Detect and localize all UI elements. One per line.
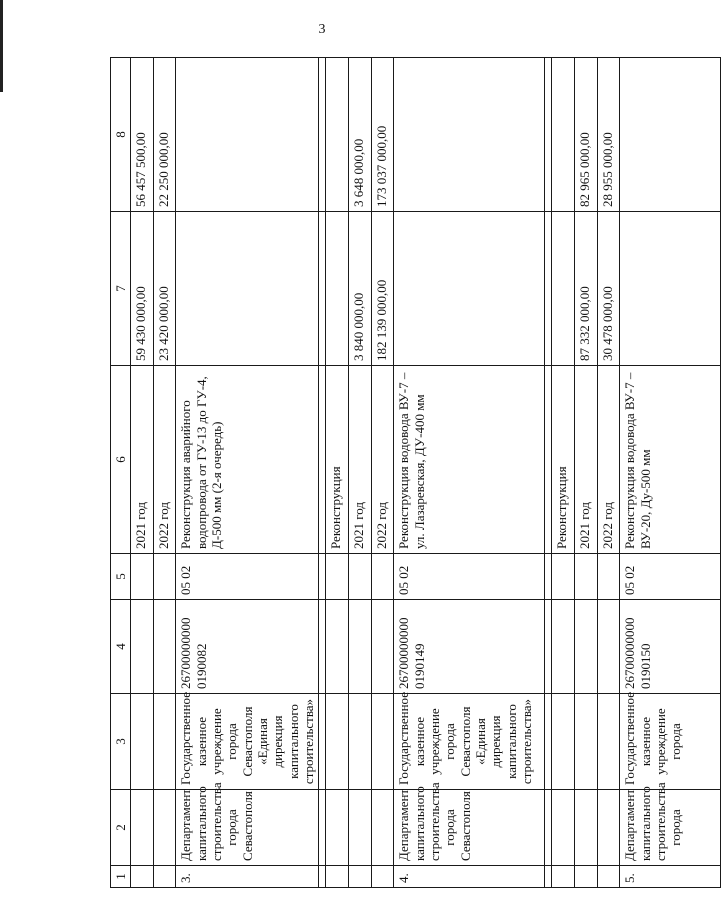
- table-cell: [154, 694, 176, 790]
- table-cell: [545, 790, 552, 866]
- amount-cell: 3 840 000,00: [349, 212, 372, 366]
- table-cell: [545, 58, 552, 212]
- row-number: 5.: [620, 866, 721, 888]
- table-cell: [319, 212, 326, 366]
- table-cell: [394, 58, 545, 212]
- header-cell: 1: [111, 866, 131, 888]
- amount-cell: 28 955 000,00: [598, 58, 620, 212]
- amount-cell: 23 420 000,00: [154, 212, 176, 366]
- table-cell: [552, 58, 575, 212]
- budget-code-cell: 26700000000 0190149: [394, 600, 545, 694]
- table-row: [349, 58, 372, 888]
- table-cell: [620, 58, 721, 212]
- table-cell: [552, 554, 575, 600]
- year-label: 2021 год: [131, 366, 154, 554]
- table-cell: [372, 790, 394, 866]
- row-number: 3.: [176, 866, 319, 888]
- year-label: 2021 год: [575, 366, 598, 554]
- table-cell: [154, 790, 176, 866]
- table-cell: [552, 866, 575, 888]
- table-cell: [326, 554, 349, 600]
- table-cell: [176, 58, 319, 212]
- table-cell: [598, 554, 620, 600]
- budget-table: [110, 57, 721, 888]
- binding-edge-mark: [0, 0, 3, 92]
- table-cell: [545, 554, 552, 600]
- year-label: 2022 год: [598, 366, 620, 554]
- table-cell: [349, 790, 372, 866]
- table-cell: [131, 866, 154, 888]
- table-cell: [326, 212, 349, 366]
- budget-code-cell: 26700000000 0190082: [176, 600, 319, 694]
- row-number: 4.: [394, 866, 545, 888]
- table-cell: [349, 554, 372, 600]
- year-label: 2022 год: [154, 366, 176, 554]
- table-row: [372, 58, 394, 888]
- table-cell: [131, 600, 154, 694]
- header-cell: 6: [111, 366, 131, 554]
- department-cell: Департамент капитального строительства города: [620, 790, 721, 866]
- table-cell: [575, 866, 598, 888]
- table-row: [575, 58, 598, 888]
- amount-cell: 82 965 000,00: [575, 58, 598, 212]
- table-cell: [372, 600, 394, 694]
- page-number: 3: [318, 22, 326, 37]
- table-cell: [154, 600, 176, 694]
- table-cell: [545, 366, 552, 554]
- table-row: [620, 58, 721, 888]
- table-cell: [319, 58, 326, 212]
- table-cell: [552, 790, 575, 866]
- table-cell: [154, 554, 176, 600]
- amount-cell: 56 457 500,00: [131, 58, 154, 212]
- header-cell: 3: [111, 694, 131, 790]
- table-cell: [598, 866, 620, 888]
- table-cell: [545, 600, 552, 694]
- table-cell: [598, 600, 620, 694]
- table-cell: [176, 212, 319, 366]
- table-cell: [319, 600, 326, 694]
- table-cell: [349, 694, 372, 790]
- table-cell: [575, 554, 598, 600]
- table-row: [552, 58, 575, 888]
- amount-cell: 173 037 000,00: [372, 58, 394, 212]
- table-row-spacer: [319, 58, 326, 888]
- table-cell: [319, 866, 326, 888]
- header-cell: 2: [111, 790, 131, 866]
- section-code-cell: 05 02: [620, 554, 721, 600]
- table-row: [131, 58, 154, 888]
- table-cell: [545, 212, 552, 366]
- table-cell: [545, 694, 552, 790]
- table-row: [176, 58, 319, 888]
- organization-cell: Государственное казенное учреждение города: [620, 694, 721, 790]
- work-type-cell: Реконструкция: [326, 366, 349, 554]
- table-cell: [326, 600, 349, 694]
- table-cell: [598, 790, 620, 866]
- table-cell: [319, 694, 326, 790]
- table-cell: [394, 212, 545, 366]
- table-cell: [575, 790, 598, 866]
- table-cell: [349, 866, 372, 888]
- object-name-cell: Реконструкция водовода ВУ-7 – ул. Лазаревская, ДУ-400 мм: [394, 366, 545, 554]
- table-cell: [598, 694, 620, 790]
- table-cell: [326, 866, 349, 888]
- organization-cell: Государственное казенное учреждение города Севастополя «Единая дирекция капитального строительства»: [176, 694, 319, 790]
- year-label: 2021 год: [349, 366, 372, 554]
- table-cell: [552, 600, 575, 694]
- work-type-cell: Реконструкция: [552, 366, 575, 554]
- budget-code-cell: 26700000000 0190150: [620, 600, 721, 694]
- amount-cell: 59 430 000,00: [131, 212, 154, 366]
- header-cell: 7: [111, 212, 131, 366]
- table-row: [154, 58, 176, 888]
- table-row: [598, 58, 620, 888]
- table-cell: [326, 58, 349, 212]
- year-label: 2022 год: [372, 366, 394, 554]
- table-cell: [326, 694, 349, 790]
- table-cell: [131, 694, 154, 790]
- organization-cell: Государственное казенное учреждение города Севастополя «Единая дирекция капитального строительства»: [394, 694, 545, 790]
- table-cell: [575, 600, 598, 694]
- table-cell: [620, 212, 721, 366]
- table-cell: [131, 554, 154, 600]
- object-name-cell: Реконструкция водовода ВУ-7 – ВУ-20, Ду-500 мм: [620, 366, 721, 554]
- department-cell: Департамент капитального строительства города Севастополя: [394, 790, 545, 866]
- table-cell: [349, 600, 372, 694]
- header-cell: 4: [111, 600, 131, 694]
- table-cell: [372, 694, 394, 790]
- amount-cell: 30 478 000,00: [598, 212, 620, 366]
- table-cell: [372, 554, 394, 600]
- section-code-cell: 05 02: [176, 554, 319, 600]
- table-cell: [552, 212, 575, 366]
- table-cell: [319, 554, 326, 600]
- table-row: [394, 58, 545, 888]
- table-cell: [154, 866, 176, 888]
- table-cell: [545, 866, 552, 888]
- header-cell: 8: [111, 58, 131, 212]
- table-cell: [326, 790, 349, 866]
- department-cell: Департамент капитального строительства города Севастополя: [176, 790, 319, 866]
- table-cell: [552, 694, 575, 790]
- table-cell: [575, 694, 598, 790]
- table-cell: [319, 790, 326, 866]
- object-name-cell: Реконструкция аварийного водопровода от ГУ-13 до ГУ-4, Д-500 мм (2-я очередь): [176, 366, 319, 554]
- table-row: [326, 58, 349, 888]
- table-cell: [319, 366, 326, 554]
- table-header-row: [111, 58, 131, 888]
- amount-cell: 3 648 000,00: [349, 58, 372, 212]
- amount-cell: 182 139 000,00: [372, 212, 394, 366]
- rotated-table-container: [110, 58, 684, 888]
- section-code-cell: 05 02: [394, 554, 545, 600]
- header-cell: 5: [111, 554, 131, 600]
- table-row-spacer: [545, 58, 552, 888]
- table-cell: [372, 866, 394, 888]
- amount-cell: 22 250 000,00: [154, 58, 176, 212]
- amount-cell: 87 332 000,00: [575, 212, 598, 366]
- table-cell: [131, 790, 154, 866]
